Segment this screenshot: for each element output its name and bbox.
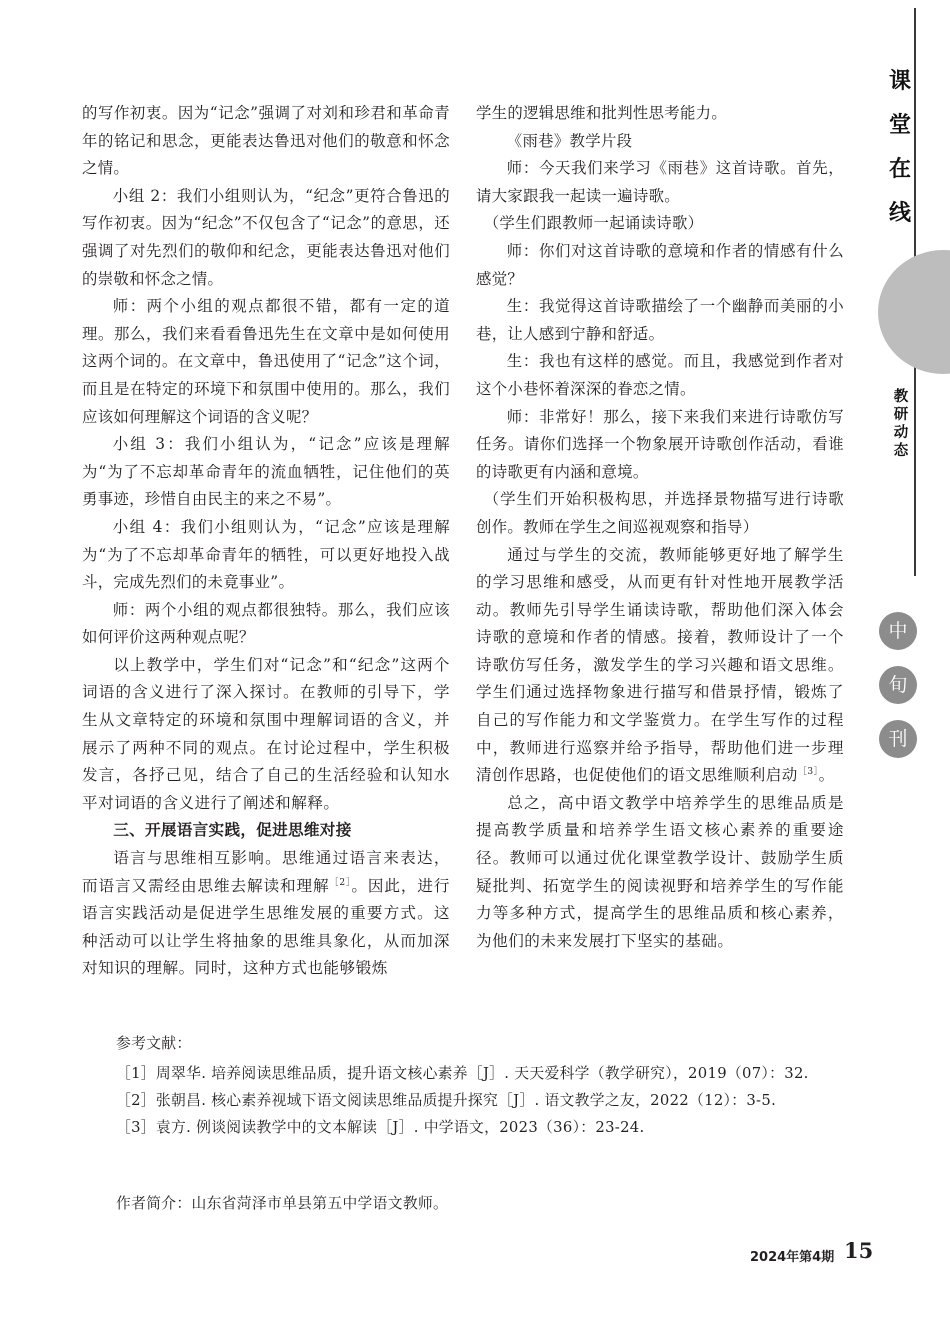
paragraph: 师：两个小组的观点都很不错，都有一定的道理。那么，我们来看看鲁迅先生在文章中是如何使用这两个词的。在文章中，鲁迅使用了“记念”这个词，而且是在特定的环境下和氛围中使用的。那么，我们应该如何理解这个词语的含义呢？ [82,297,450,426]
paragraph: 学生的逻辑思维和批判性思考能力。 [476,104,728,122]
paragraph: 小组 3：我们小组认为，“记念”应该是理解为“为了不忘却革命青年的流血牺牲，记住他们的英勇事迹，珍惜自由民主的来之不易”。 [82,435,450,509]
decorative-circle [878,250,950,374]
paragraph: 总之，高中语文教学中培养学生的思维品质是提高教学质量和培养学生语文核心素养的重要途径。教师可以通过优化课堂教学设计、鼓励学生质疑批判、拓宽学生的阅读视野和培养学生的写作能力等多种方式，提高学生的思维品质和核心素养，为他们的未来发展打下坚实的基础。 [476,793,844,950]
paragraph [476,542,844,790]
text-run: 。因此，进行语言实践活动是促进学生思维发展的重要方式。这种活动可以让学生将抽象的思维具象化，从而加深对知识的理解。同时，这种方式也能够锻炼 [82,876,450,978]
reference-item: ［2］张朝昌. 核心素养视域下语文阅读思维品质提升探究［J］. 语文教学之友，2022（12）：3-5. [116,1092,777,1109]
paragraph: 师：今天我们来学习《雨巷》这首诗歌。首先，请大家跟我一起读一遍诗歌。 [476,159,844,205]
issue-label: 2024年第4期 [750,1250,835,1265]
section-title-char: 研 [893,407,909,423]
author-bio: 作者简介：山东省菏泽市单县第五中学语文教师。 [116,1195,449,1212]
paragraph: 师：非常好！那么，接下来我们来进行诗歌仿写任务。请你们选择一个物象展开诗歌创作活动，看谁的诗歌更有内涵和意境。 [476,407,844,481]
section-title-char: 态 [893,443,909,459]
paragraph: 小组 2：我们小组则认为，“纪念”更符合鲁迅的写作初衷。因为“纪念”不仅包含了“记念”的意思，还强调了对先烈们的敬仰和纪念，更能表达鲁迅对他们的崇敬和怀念之情。 [82,186,450,288]
section-title [891,388,911,460]
paragraph [82,845,450,983]
column-title-char: 堂 [888,113,911,138]
citation-mark: ［3］ [797,767,819,778]
section-title-char: 动 [893,425,909,441]
paragraph: 《雨巷》教学片段 [506,131,633,150]
journal-badge: 刊 [879,720,917,758]
references-heading: 参考文献： [116,1035,192,1052]
column-title-char: 线 [888,201,911,226]
column-title-char: 课 [888,69,911,94]
paragraph: 以上教学中，学生们对“记念”和“纪念”这两个词语的含义进行了深入探讨。在教师的引导下，学生从文章特定的环境和氛围中理解词语的含义，并展示了两种不同的观点。在讨论过程中，学生积极发言，各抒己见，结合了自己的生活经验和认知水平对词语的含义进行了阐述和解释。 [82,655,450,812]
paragraph: 的写作初衷。因为“记念”强调了对刘和珍君和革命青年的铭记和思念，更能表达鲁迅对他们的敬意和怀念之情。 [82,104,450,178]
left-column [82,100,450,983]
paragraph: （学生们开始积极构思，并选择景物描写进行诗歌创作。教师在学生之间巡视观察和指导） [476,490,844,536]
right-column [476,100,844,955]
citation-mark: ［2］ [329,877,352,888]
section-title-char: 教 [893,389,909,405]
reference-item: ［3］袁方. 例谈阅读教学中的文本解读［J］. 中学语文，2023（36）：23-24. [116,1119,645,1136]
paragraph: 小组 4：我们小组则认为，“记念”应该是理解为“为了不忘却革命青年的牺牲，可以更好地投入战斗，完成先烈们的未竟事业”。 [82,517,450,592]
page-number: 15 [844,1238,874,1263]
paragraph: 师：你们对这首诗歌的意境和作者的情感有什么感觉？ [476,241,844,288]
journal-badge: 中 [879,612,917,650]
section-heading: 三、开展语言实践，促进思维对接 [113,821,352,840]
reference-item: ［1］周翠华. 培养阅读思维品质，提升语文核心素养［J］. 天天爱科学（教学研究），2019（07）：32. [116,1065,809,1082]
paragraph: 生：我觉得这首诗歌描绘了一个幽静而美丽的小巷，让人感到宁静和舒适。 [476,297,844,343]
text-run: 通过与学生的交流，教师能够更好地了解学生的学习思维和感受，从而更有针对性地开展教学活动。教师先引导学生诵读诗歌，帮助他们深入体会诗歌的意境和作者的情感。接着，教师设计了一个诗歌仿写任务，激发学生的学习兴趣和语文思维。学生们通过选择物象进行描写和借景抒情，锻炼了自己的写作能力和文学鉴赏力。在学生写作的过程中，教师进行巡察并给予指导，帮助他们进一步理清创作思路，也促使他们的语文思维顺利启动 [476,545,844,785]
references [82,1030,852,1141]
paragraph: 师：两个小组的观点都很独特。那么，我们应该如何评价这两种观点呢？ [82,600,450,647]
paragraph: （学生们跟教师一起诵读诗歌） [483,214,704,233]
paragraph: 生：我也有这样的感觉。而且，我感觉到作者对这个小巷怀着深深的眷恋之情。 [476,352,844,398]
text-run: 。 [818,766,835,785]
column-title-char: 在 [888,157,911,182]
text-run: 语言与思维相互影响。思维通过语言来表达，而语言又需经由思维去解读和理解 [82,849,450,895]
journal-badge: 旬 [879,666,917,704]
column-title [886,60,914,236]
